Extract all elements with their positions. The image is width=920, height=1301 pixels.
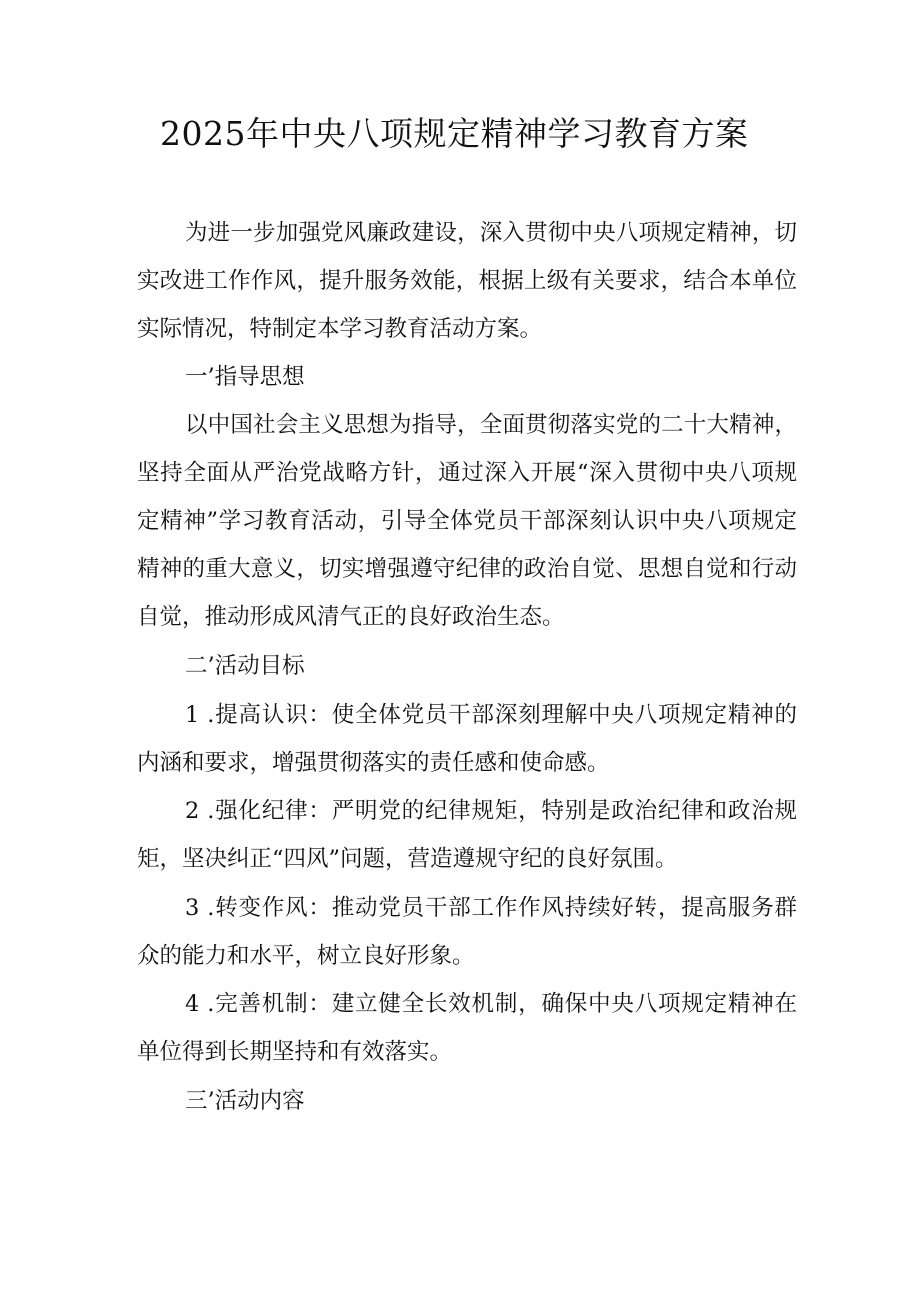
section-1-heading: 一’指导思想 (185, 364, 305, 390)
goal-item-4: 4 .完善机制：建立健全长效机制，确保中央八项规定精神在单位得到长期坚持和有效落实。 (137, 991, 797, 1065)
section-2-heading: 二’活动目标 (185, 653, 305, 679)
section-3-heading: 三’活动内容 (185, 1088, 305, 1114)
section-1-body: 以中国社会主义思想为指导，全面贯彻落实党的二十大精神，坚持全面从严治党战略方针，通过深入开展“深入贯彻中央八项规定精神”学习教育活动，引导全体党员干部深刻认识中央八项规定精神的重大意义，切实增强遵守纪律的政治自觉、思想自觉和行动自觉，推动形成风清气正的良好政治生态。 (137, 412, 797, 630)
intro-paragraph: 为进一步加强党风廉政建设，深入贯彻中央八项规定精神，切实改进工作作风，提升服务效能，根据上级有关要求，结合本单位实际情况，特制定本学习教育活动方案。 (137, 220, 797, 342)
goal-item-3: 3 .转变作风：推动党员干部工作作风持续好转，提高服务群众的能力和水平，树立良好形象。 (137, 895, 797, 969)
goal-item-2: 2 .强化纪律：严明党的纪律规矩，特别是政治纪律和政治规矩，坚决纠正“四风”问题，营造遵规守纪的良好氛围。 (137, 798, 797, 872)
document-title: 2025年中央八项规定精神学习教育方案 (160, 114, 749, 153)
goal-item-1: 1 .提高认识：使全体党员干部深刻理解中央八项规定精神的内涵和要求，增强贯彻落实的责任感和使命感。 (137, 702, 797, 776)
